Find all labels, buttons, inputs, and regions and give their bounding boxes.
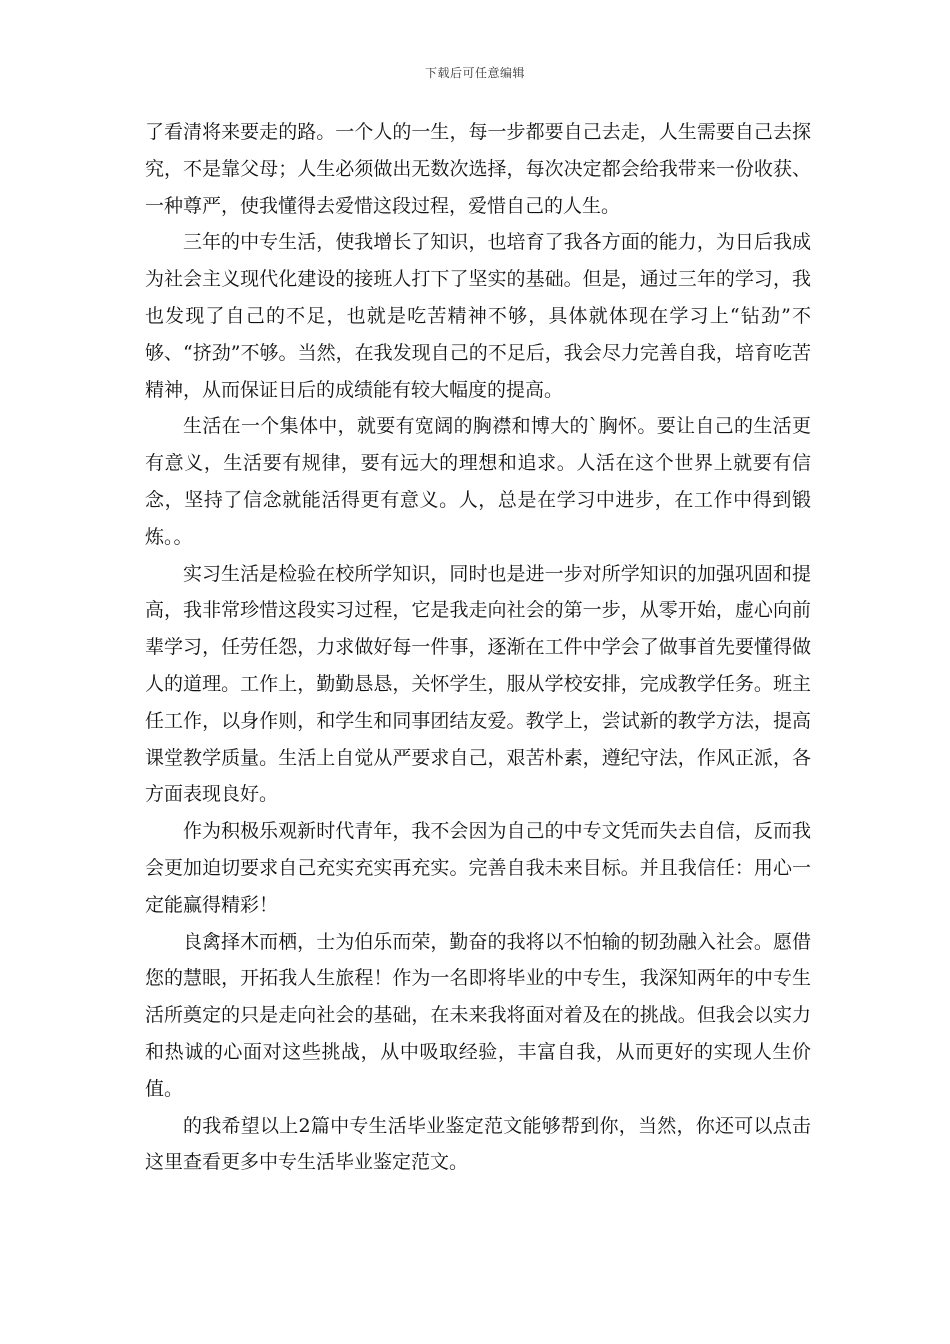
paragraph-3: 生活在一个集体中，就要有宽阔的胸襟和博大的`胸怀。要让自己的生活更有意义，生活要有规律，要有远大的理想和追求。人活在这个世界上就要有信念，坚持了信念就能活得更有意义。人，总是在学习中进步，在工作中得到锻炼。。 <box>145 415 811 548</box>
paragraph-7: 的我希望以上2篇中专生活毕业鉴定范文能够帮到你，当然，你还可以点击这里查看更多中专生活毕业鉴定范文。 <box>145 1114 811 1174</box>
page-header-note: 下载后可任意编辑 <box>424 66 525 80</box>
paragraph-1: 了看清将来要走的路。一个人的一生，每一步都要自己去走，人生需要自己去探究，不是靠父母；人生必须做出无数次选择，每次决定都会给我带来一份收获、一种尊严，使我懂得去爱惜这段过程，爱惜自己的人生。 <box>145 121 811 217</box>
paragraph-6: 良禽择木而栖，士为伯乐而荣，勤奋的我将以不怕输的韧劲融入社会。愿借您的慧眼，开拓我人生旅程！作为一名即将毕业的中专生，我深知两年的中专生活所奠定的只是走向社会的基础，在未来我将面对着及在的挑战。但我会以实力和热诚的心面对这些挑战，从中吸取经验，丰富自我，从而更好的实现人生价值。 <box>145 930 811 1100</box>
paragraph-5: 作为积极乐观新时代青年，我不会因为自己的中专文凭而失去自信，反而我会更加迫切要求自己充实充实再充实。完善自我未来目标。并且我信任：用心一定能赢得精彩！ <box>145 820 811 916</box>
paragraph-2: 三年的中专生活，使我增长了知识，也培育了我各方面的能力，为日后我成为社会主义现代化建设的接班人打下了坚实的基础。但是，通过三年的学习，我也发现了自己的不足，也就是吃苦精神不够，具体就体现在学习上“钻劲”不够、“挤劲”不够。当然，在我发现自己的不足后，我会尽力完善自我，培育吃苦精神，从而保证日后的成绩能有较大幅度的提高。 <box>145 231 811 401</box>
document-body <box>145 114 811 1181</box>
paragraph-4: 实习生活是检验在校所学知识，同时也是进一步对所学知识的加强巩固和提高，我非常珍惜这段实习过程，它是我走向社会的第一步，从零开始，虚心向前辈学习，任劳任怨，力求做好每一件事，逐渐在工件中学会了做事首先要懂得做人的道理。工作上，勤勤恳恳，关怀学生，服从学校安排，完成教学任务。班主任工作，以身作则，和学生和同事团结友爱。教学上，尝试新的教学方法，提高课堂教学质量。生活上自觉从严要求自己，艰苦朴素，遵纪守法，作风正派，各方面表现良好。 <box>145 562 811 806</box>
